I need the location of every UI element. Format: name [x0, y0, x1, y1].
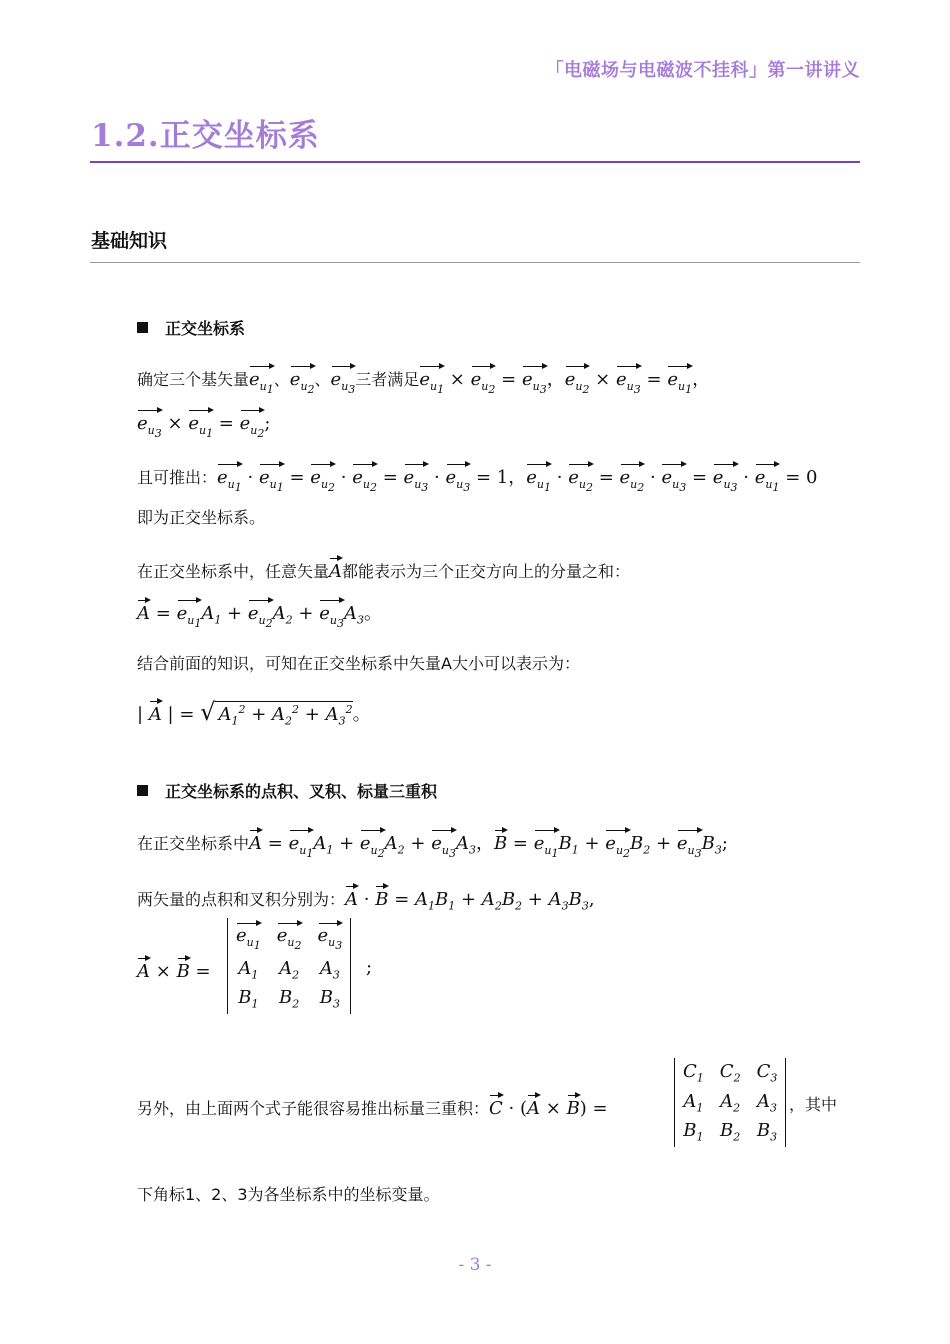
- formula: $A = e_{u_1}A_1 + e_{u_2}A_2 + e_{u_3}A_3$，$B = e_{u_1}B_1 + e_{u_2}B_2 + e_{u_3}B_3$;: [249, 833, 728, 854]
- formula: $e_{u_1} \times e_{u_2} = e_{u_3}$，$e_{u_2} \times e_{u_3} = e_{u_1}$，: [419, 369, 710, 390]
- cross-product-end: [366, 956, 372, 980]
- subsection-divider: [90, 262, 860, 263]
- title-divider: [90, 161, 860, 163]
- formula: $e_{u_1} \cdot e_{u_1} = e_{u_2} \cdot e_{u_2} = e_{u_3} \cdot e_{u_3} = 1$，$e_{u_1} \cdot e_{u_2} = e_{u_2} \cdot e_{u_3} = e_{u_3} \cdot e_{u_1} = 0$: [217, 467, 817, 488]
- formula: A × B =: [137, 961, 211, 982]
- magnitude-formula: [137, 698, 371, 734]
- formula: C · (A × B) =: [489, 1098, 608, 1119]
- formula: $A \cdot B = A_1B_1 + A_2B_2 + A_3B_3$,: [345, 889, 595, 910]
- dot-product-formula: [137, 884, 595, 919]
- vector-decomposition-intro: [137, 556, 630, 584]
- text: 在正交坐标系中，任意矢量: [137, 562, 330, 581]
- formula: $e_{u_3} \times e_{u_1} = e_{u_2}$;: [137, 413, 270, 434]
- text: 在正交坐标系中: [137, 834, 250, 853]
- triple-product-determinant: $C_1$ $C_2$ $C_3$ $A_1$ $A_2$ $A_3$ $B_1$ $B_2$ $B_3$: [674, 1058, 786, 1147]
- formula: $A = e_{u_1}A_1 + e_{u_2}A_2 + e_{u_3}A_3$。: [137, 603, 382, 624]
- bullet-square-icon: [137, 322, 148, 333]
- triple-product-line: [137, 1093, 608, 1121]
- dot-product-line: [137, 462, 817, 500]
- header-title: 「电磁场与电磁波不挂科」第一讲讲义: [545, 60, 860, 81]
- subsection-title: 基础知识: [91, 230, 168, 252]
- bullet-heading-orthogonal: [137, 316, 245, 339]
- bullet-heading-products: [137, 779, 437, 802]
- text: 、: [314, 370, 331, 389]
- cross-product-lhs: [137, 956, 211, 984]
- text: 两矢量的点积和叉积分别为：: [137, 890, 346, 909]
- basis-vectors-line: [137, 364, 710, 402]
- formula: $e_{u_2}$: [290, 369, 315, 390]
- bullet-heading-text: 正交坐标系的点积、叉积、标量三重积: [165, 782, 438, 801]
- page-number: - 3 -: [458, 1255, 492, 1275]
- triple-product-tail: ，其中: [789, 1095, 838, 1114]
- cross-product-line: [137, 408, 270, 446]
- formula: $e_{u_3}$: [331, 369, 356, 390]
- text: 都能表示为三个正交方向上的分量之和：: [342, 562, 631, 581]
- bullet-square-icon: [137, 785, 148, 796]
- vectors-a-b-line: [137, 828, 728, 866]
- section-title: 1.2.正交坐标系: [91, 118, 320, 154]
- orthogonal-conclusion: 即为正交坐标系。: [137, 508, 266, 527]
- vector-decomposition-formula: [137, 598, 382, 636]
- text: 且可推出：: [137, 468, 218, 487]
- subscript-note: 下角标1、2、3为各坐标系中的坐标变量。: [137, 1185, 440, 1204]
- magnitude-intro: 结合前面的知识，可知在正交坐标系中矢量A大小可以表示为：: [137, 654, 580, 673]
- text: 、: [273, 370, 290, 389]
- text: 三者满足: [355, 370, 420, 389]
- text: 另外，由上面两个式子能很容易推出标量三重积：: [137, 1099, 490, 1118]
- formula: | A | = √ $A_1^2 + A_2^2 + A_3^2$。: [137, 698, 371, 728]
- formula: A: [329, 561, 342, 582]
- formula: $e_{u_1}$: [249, 369, 274, 390]
- cross-product-determinant: $e_{u_1}$ $e_{u_2}$ $e_{u_3}$ $A_1$ $A_2$ $A_3$ $B_1$ $B_2$ $B_3$: [227, 918, 351, 1014]
- text: 确定三个基矢量: [137, 370, 250, 389]
- formula: ;: [366, 957, 373, 978]
- bullet-heading-text: 正交坐标系: [165, 319, 246, 338]
